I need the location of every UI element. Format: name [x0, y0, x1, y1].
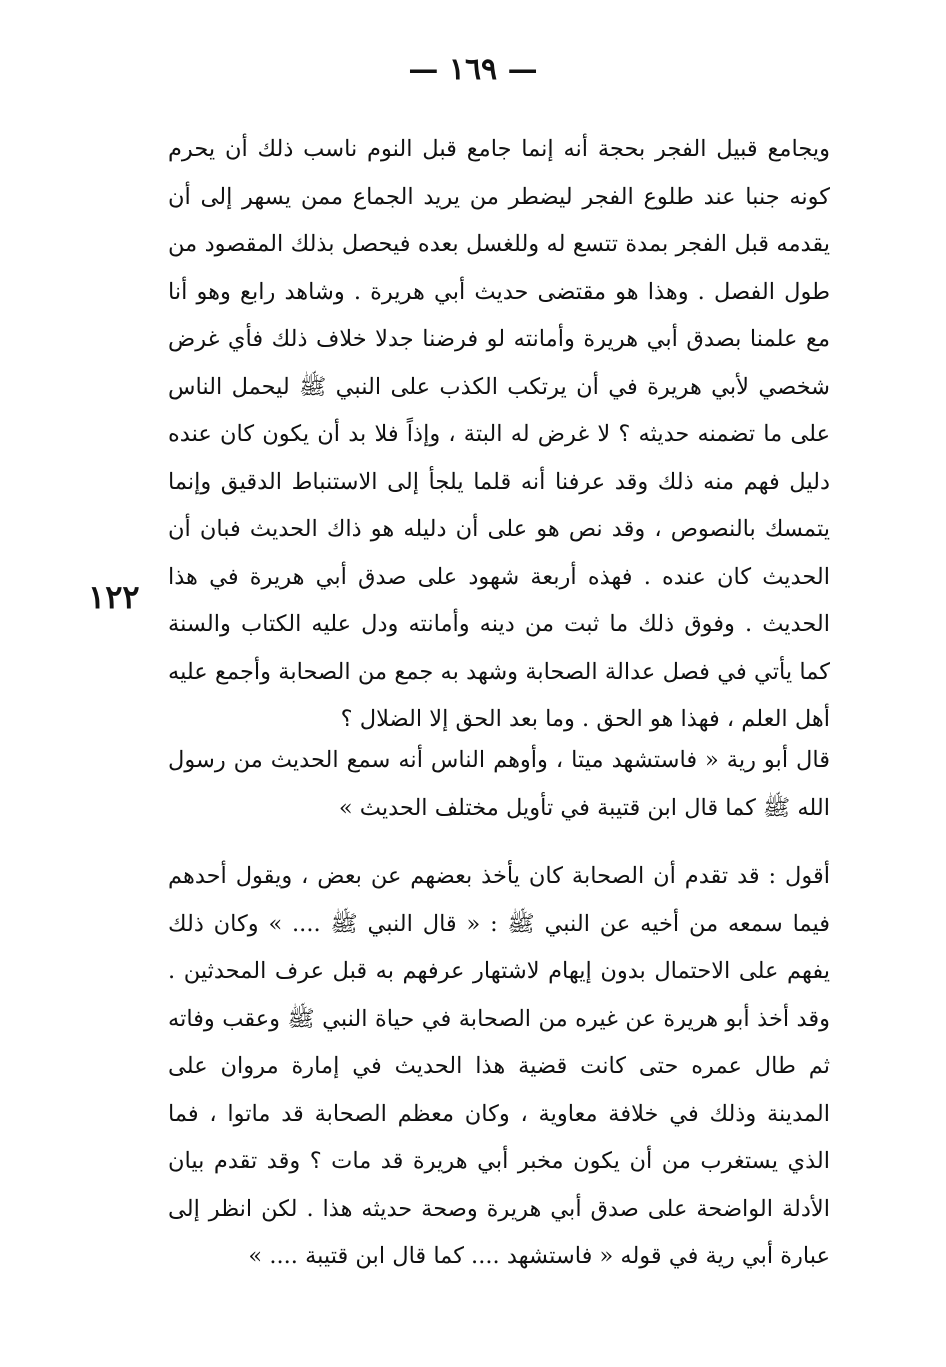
page-number: — ١٦٩ — — [408, 52, 538, 87]
paragraph-3: أقول : قد تقدم أن الصحابة كان يأخذ بعضهم عن بعض ، ويقول أحدهم فيما سمعه من أخيه عن النبي ﷺ : « قال النبي ﷺ .... » وكان ذلك يفهم على الاحتمال بدون إيهام لاشتهار عرفهم به قبل عرف المحدثين . وقد أخذ أبو هريرة عن غيره من الصحابة في حياة النبي ﷺ وعقب وفاته ثم طال عمره حتى كانت قضية هذا الحديث في إمارة مروان على المدينة وذلك في خلافة معاوية ، وكان معظم الصحابة قد ماتوا ، فما الذي يستغرب من أن يكون مخبر أبي هريرة قد مات ؟ وقد تقدم بيان الأدلة الواضحة على صدق أبي هريرة وصحة حديثه هذا . لكن انظر إلى عبارة أبي رية في قوله « فاستشهد .... كما قال ابن قتيبة .... » — [168, 863, 830, 1269]
paragraph-1: ويجامع قبيل الفجر بحجة أنه إنما جامع قبل النوم ناسب ذلك أن يحرم كونه جنبا عند طلوع الفجر ليضطر من يريد الجماع ممن يسهر إلى أن يقدمه قبل الفجر بمدة تتسع له وللغسل بعده فيحصل بذلك المقصود من طول الفصل . وهذا هو مقتضى حديث أبي هريرة . وشاهد رابع وهو أنا مع علمنا بصدق أبي هريرة وأمانته لو فرضنا جدلا خلاف ذلك فأي غرض شخصي لأبي هريرة في أن يرتكب الكذب على النبي ﷺ ليحمل الناس على ما تضمنه حديثه ؟ لا غرض له البتة ، وإذاً فلا بد أن يكون كان عنده دليل فهم منه ذلك وقد عرفنا أنه قلما يلجأ إلى الاستنباط الدقيق وإنما يتمسك بالنصوص ، وقد نص هو على أن دليله هو ذاك الحديث فبان أن الحديث كان عنده . فهذه أربعة شهود على صدق أبي هريرة في هذا الحديث . وفوق ذلك ما ثبت من دينه وأمانته ودل عليه الكتاب والسنة كما يأتي في فصل عدالة الصحابة وشهد به جمع من الصحابة وأجمع عليه أهل العلم ، فهذا هو الحق . وما بعد الحق إلا الضلال ؟ — [168, 136, 830, 732]
margin-number: ١٢٢ — [88, 578, 140, 616]
paragraph-2: قال أبو رية « فاستشهد ميتا ، وأوهم الناس أنه سمع الحديث من رسول الله ﷺ كما قال ابن قتيبة في تأويل مختلف الحديث » — [168, 747, 830, 821]
